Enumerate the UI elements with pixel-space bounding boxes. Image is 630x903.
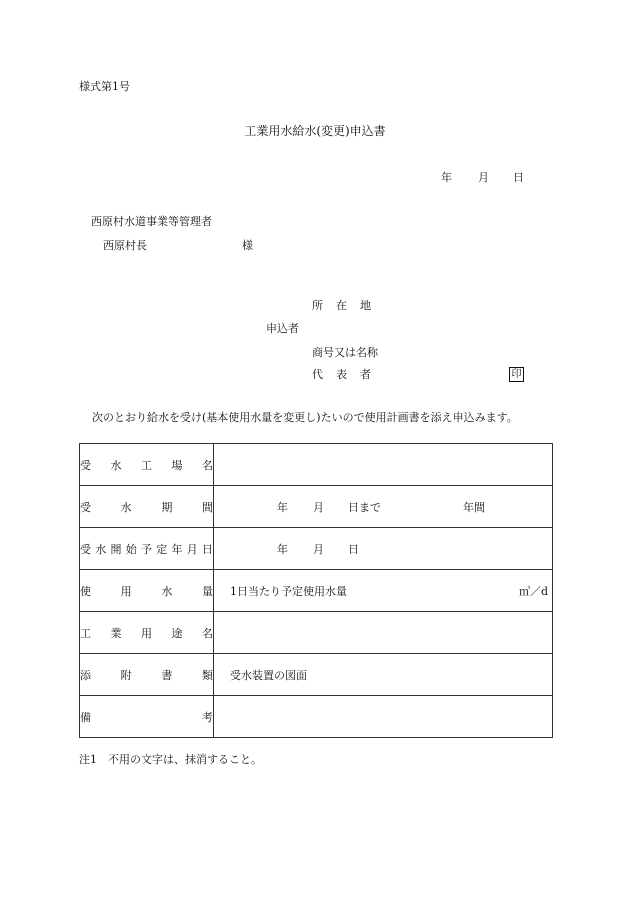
remarks-field[interactable] [214, 696, 553, 738]
form-number: 様式第1号 [79, 80, 130, 93]
recipient-organization: 西原村水道事業等管理者 [91, 215, 212, 228]
table-row [80, 528, 553, 570]
table-row [80, 486, 553, 528]
seal-icon: 印 [509, 367, 524, 382]
footnote: 注1 不用の文字は、抹消すること。 [79, 753, 262, 766]
table-row [80, 444, 553, 486]
date-month: 月 [478, 171, 489, 184]
date-day: 日 [513, 171, 524, 184]
company-name-label: 商号又は名称 [312, 346, 378, 359]
row-label-industrial-use: 工 業 用 途 名 [80, 612, 214, 654]
recipient-honorific: 様 [242, 239, 253, 252]
receiving-period-field[interactable]: 年 月 日まで 年間 [214, 486, 553, 528]
table-row [80, 696, 553, 738]
applicant-label: 申込者 [266, 322, 299, 335]
seal-mark [509, 367, 524, 382]
row-label-receiving-period: 受 水 期 間 [80, 486, 214, 528]
factory-name-field[interactable] [214, 444, 553, 486]
table-row [80, 570, 553, 612]
industrial-use-field[interactable] [214, 612, 553, 654]
table-row [80, 612, 553, 654]
row-label-water-usage: 使 用 水 量 [80, 570, 214, 612]
application-form-table [79, 443, 553, 738]
row-label-attachments: 添 附 書 類 [80, 654, 214, 696]
address-label: 所 在 地 [312, 299, 372, 312]
recipient-name: 西原村長 [103, 239, 147, 252]
row-label-remarks: 備 考 [80, 696, 214, 738]
representative-label: 代 表 者 [312, 368, 372, 381]
row-label-factory-name: 受 水 工 場 名 [80, 444, 214, 486]
start-date-field[interactable]: 年 月 日 [214, 528, 553, 570]
water-usage-field[interactable]: 1日当たり予定使用水量 ㎥／d [214, 570, 553, 612]
date-year: 年 [441, 171, 452, 184]
document-title: 工業用水給水(変更)申込書 [244, 124, 386, 138]
table-row [80, 654, 553, 696]
row-label-start-date: 受 水 開 始 予 定 年 月 日 [80, 528, 214, 570]
attachments-field[interactable]: 受水装置の図面 [214, 654, 553, 696]
application-statement: 次のとおり給水を受け(基本使用水量を変更し)たいので使用計画書を添え申込みます。 [92, 411, 518, 424]
